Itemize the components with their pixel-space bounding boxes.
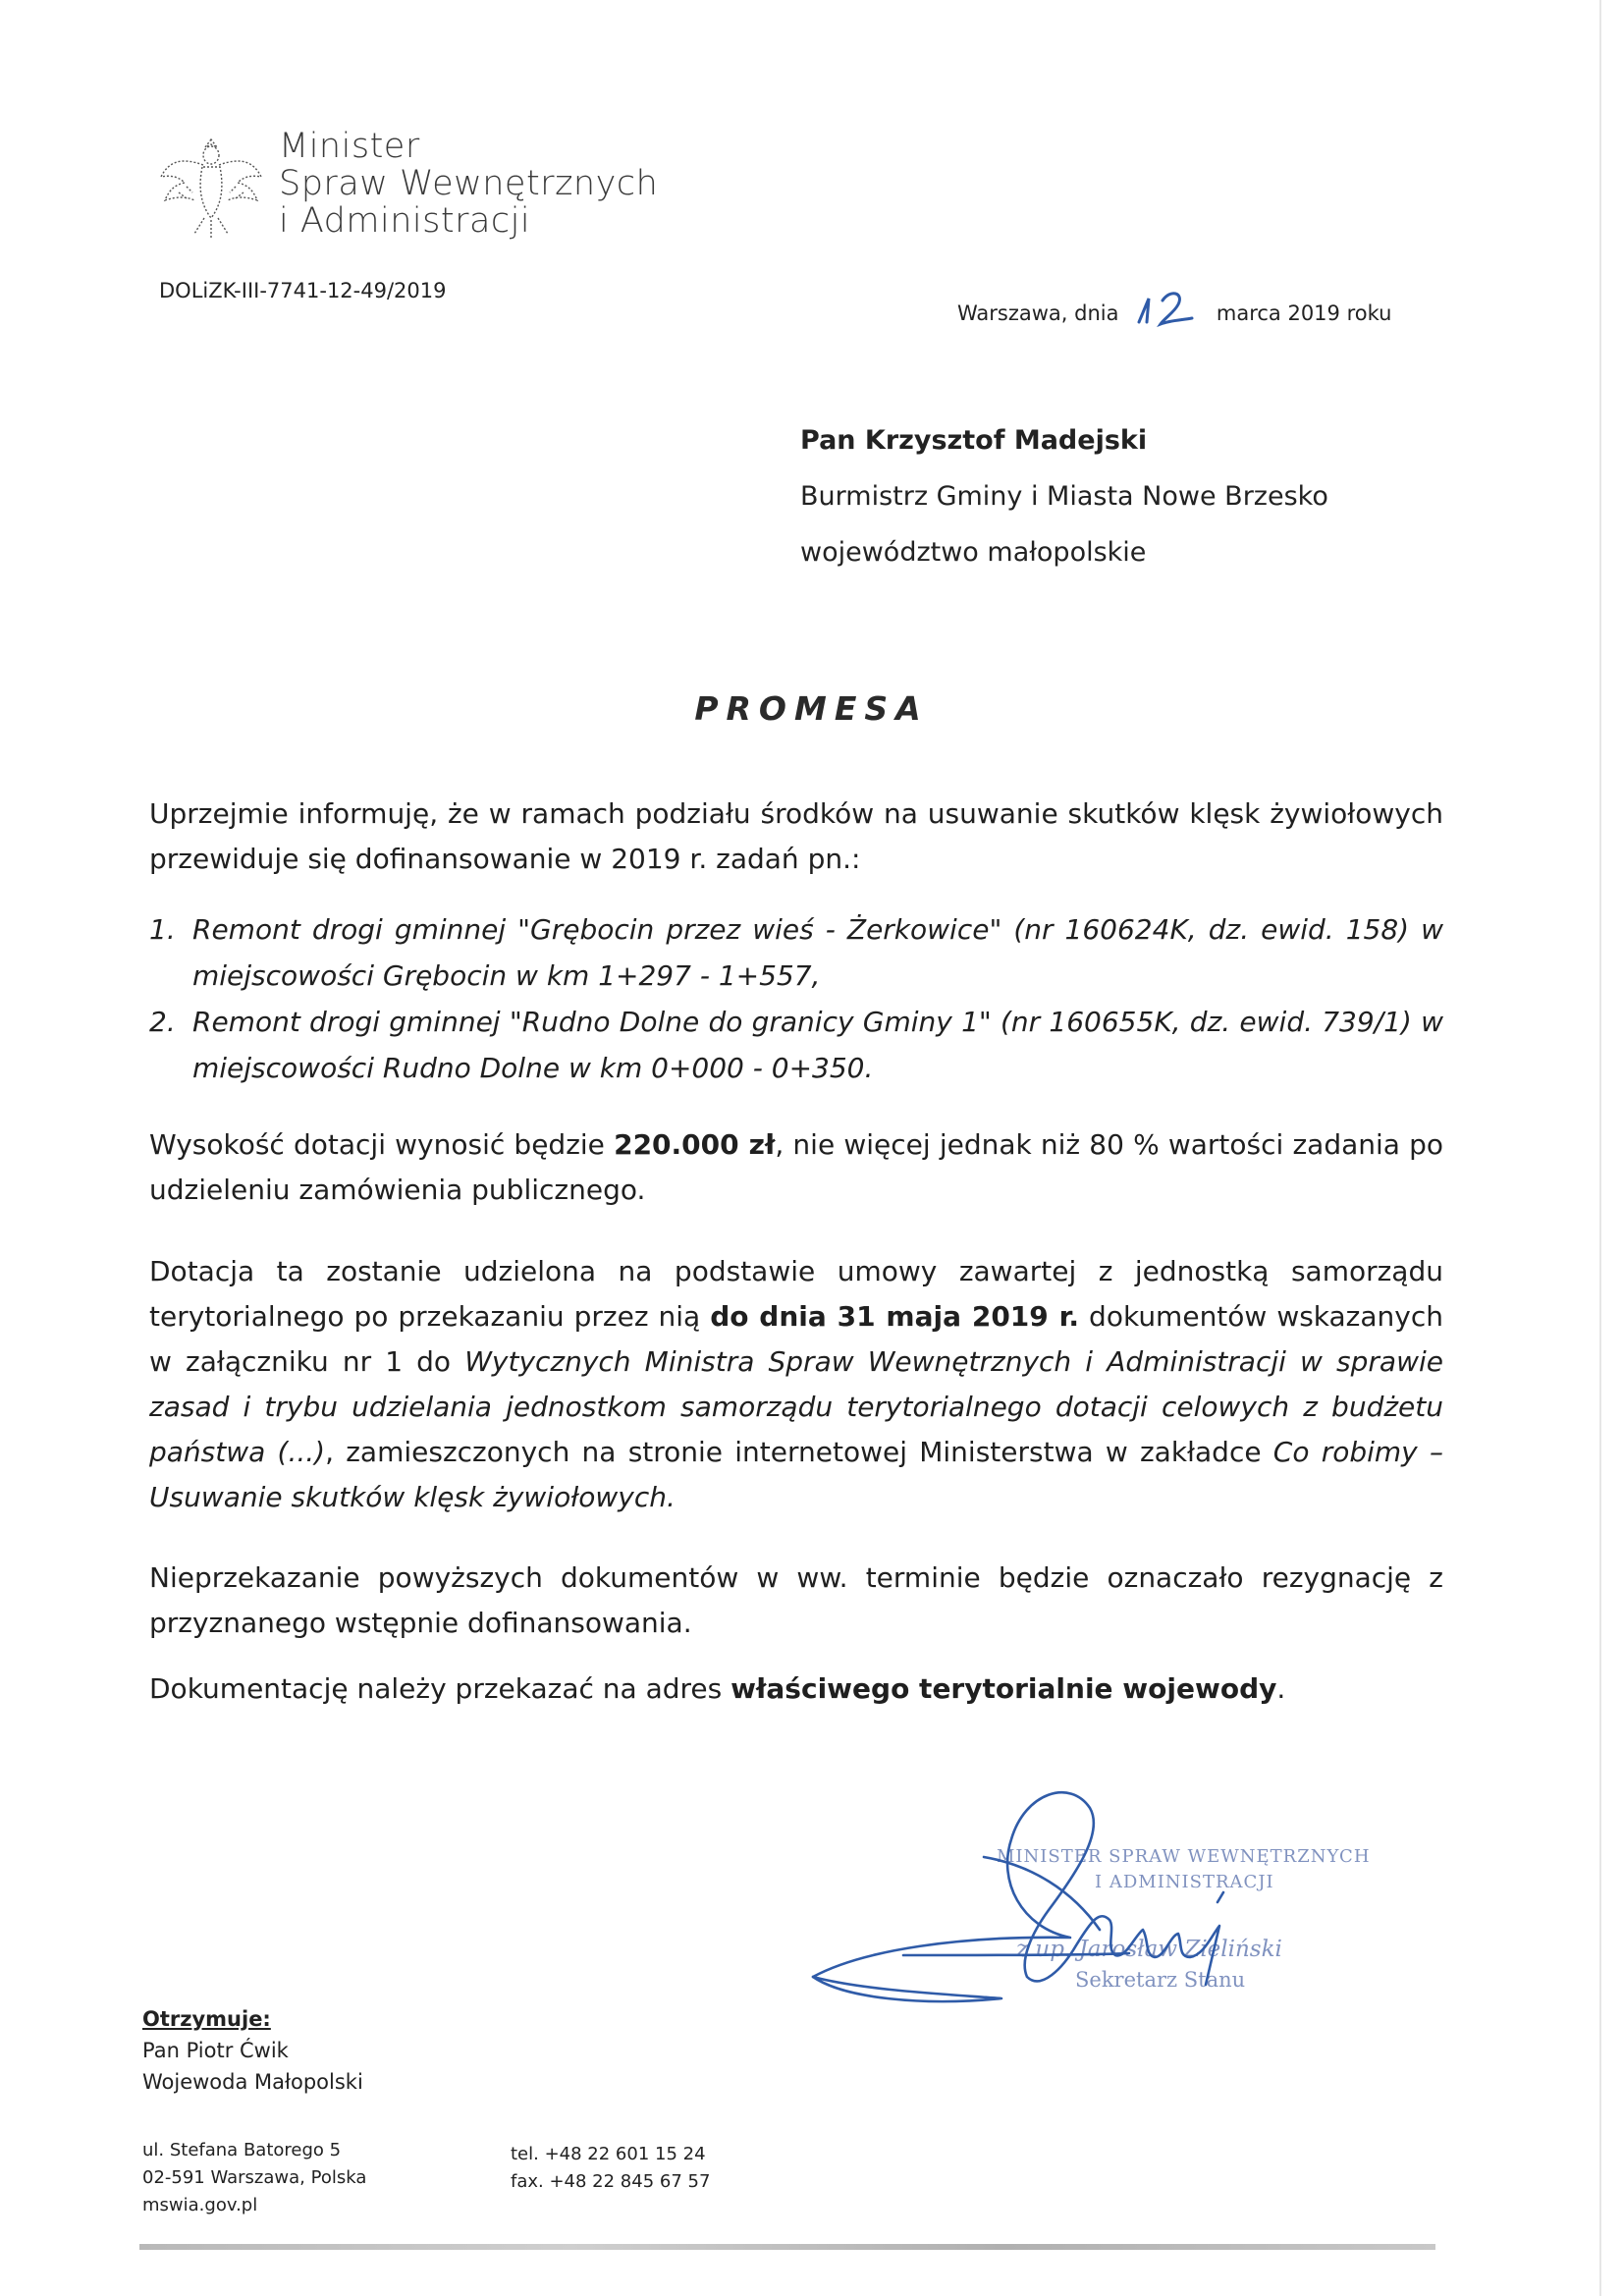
list-item-text: Remont drogi gminnej "Rudno Dolne do granicy Gminy 1" (nr 160655K, dz. ewid. 739/1) w miejscowości Rudno Dolne w km 0+000 - 0+350. <box>192 1006 1443 1084</box>
date-prefix: Warszawa, dnia <box>957 301 1119 325</box>
footer-street: ul. Stefana Batorego 5 <box>142 2140 342 2160</box>
date-line <box>957 279 1391 334</box>
recipient-line: Pan Piotr Ćwik <box>142 2039 289 2062</box>
ministry-line-3: i Administracji <box>279 201 531 241</box>
condition-part-2: dokumentów wskazanych w załączniku nr 1 do <box>149 1300 1443 1378</box>
footer-address <box>142 2137 366 2219</box>
recipient-line: Wojewoda Małopolski <box>142 2070 363 2094</box>
list-item-number: 2. <box>149 1006 176 1038</box>
deadline: do dnia 31 maja 2019 r. <box>710 1300 1080 1333</box>
footer-fax: fax. +48 22 845 67 57 <box>511 2171 711 2192</box>
task-list <box>149 906 1443 1091</box>
page-edge <box>1599 0 1601 2296</box>
eagle-emblem-icon <box>157 128 265 246</box>
amount-text-before: Wysokość dotacji wynosić będzie <box>149 1128 615 1161</box>
footer-contact <box>511 2141 710 2196</box>
amount-value: 220.000 zł <box>614 1128 776 1161</box>
intro-paragraph: Uprzejmie informuję, że w ramach podziału środków na usuwanie skutków klęsk żywiołowych przewiduje się dofinansowanie w 2019 r. zadań pn.: <box>149 797 1443 875</box>
website-section: Co robimy – Usuwanie skutków klęsk żywiołowych. <box>149 1436 1443 1513</box>
recipients-block <box>142 2003 363 2098</box>
footer-phone: tel. +48 22 601 15 24 <box>511 2144 706 2164</box>
signature <box>805 1763 1355 2028</box>
footer-website: mswia.gov.pl <box>142 2195 258 2215</box>
reference-number: DOLiZK-III-7741-12-49/2019 <box>159 279 447 302</box>
delivery-paragraph <box>149 1667 1443 1712</box>
footer-city: 02-591 Warszawa, Polska <box>142 2167 367 2188</box>
stamp-line-2: I ADMINISTRACJI <box>1095 1872 1274 1892</box>
ministry-line-1: Minister <box>279 127 420 166</box>
footer-divider <box>139 2244 1435 2250</box>
recipients-heading: Otrzymuje: <box>142 2007 271 2031</box>
addressee-region: województwo małopolskie <box>800 537 1147 568</box>
condition-part-1: Dotacja ta zostanie udzielona na podstawie umowy zawartej z jednostką samorządu terytorialnego po przekazaniu przez nią <box>149 1255 1443 1333</box>
handwritten-day <box>1135 279 1200 334</box>
ministry-line-2: Spraw Wewnętrznych <box>279 164 659 203</box>
delivery-after: . <box>1276 1672 1286 1705</box>
list-item-number: 1. <box>149 913 176 946</box>
condition-part-3: , zamieszczonych na stronie internetowej Ministerstwa w zakładce <box>325 1436 1273 1468</box>
guidelines-title: Wytycznych Ministra Spraw Wewnętrznych i Administracji w sprawie zasad i trybu udzielania jednostkom samorządu terytorialnego dotacji celowych z budżetu państwa (...) <box>149 1345 1443 1468</box>
amount-paragraph <box>149 1122 1443 1213</box>
stamp-line-1: MINISTER SPRAW WEWNĘTRZNYCH <box>997 1846 1371 1867</box>
addressee-position: Burmistrz Gminy i Miasta Nowe Brzesko <box>800 481 1328 512</box>
addressee-block <box>800 412 1328 580</box>
amount-text-after: , nie więcej jednak niż 80 % wartości zadania po udzieleniu zamówienia publicznego. <box>149 1128 1444 1206</box>
date-suffix: marca 2019 roku <box>1216 301 1392 325</box>
list-item <box>149 999 1443 1091</box>
addressee-name: Pan Krzysztof Madejski <box>800 425 1148 456</box>
list-item-text: Remont drogi gminnej "Grębocin przez wieś - Żerkowice" (nr 160624K, dz. ewid. 158) w miejscowości Grębocin w km 1+297 - 1+557, <box>192 913 1443 992</box>
list-item <box>149 906 1443 999</box>
document-title: PROMESA <box>694 689 929 728</box>
delivery-before: Dokumentację należy przekazać na adres <box>149 1672 731 1705</box>
warning-paragraph: Nieprzekazanie powyższych dokumentów w ww. terminie będzie oznaczało rezygnację z przyznanego wstępnie dofinansowania. <box>149 1561 1443 1639</box>
ministry-name <box>279 128 658 240</box>
stamp-line-3: z up. Jarosław Zieliński <box>1016 1937 1282 1962</box>
condition-paragraph <box>149 1249 1443 1520</box>
delivery-target: właściwego terytorialnie wojewody <box>730 1672 1277 1705</box>
stamp-line-4: Sekretarz Stanu <box>1075 1968 1246 1992</box>
